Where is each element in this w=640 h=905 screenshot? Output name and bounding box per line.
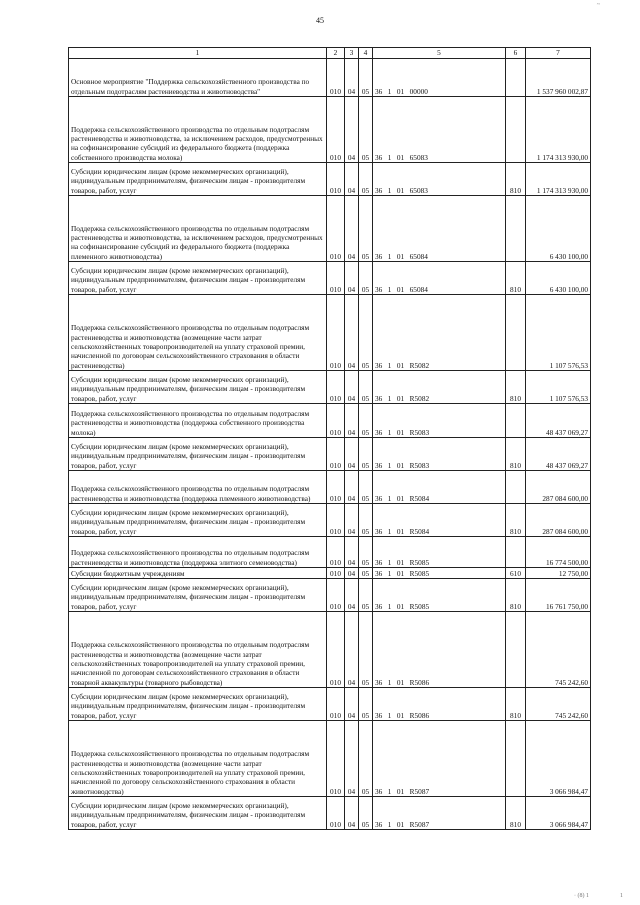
table-row [69, 504, 591, 537]
table-row [69, 438, 591, 471]
row-ministry-code: 010 [327, 163, 345, 196]
row-expense-type [506, 404, 526, 438]
row-amount: 3 066 984,47 [526, 797, 591, 830]
row-section-code: 04 [345, 504, 359, 537]
table-row [69, 797, 591, 830]
row-subsection-code: 05 [359, 579, 373, 612]
row-section-code: 04 [345, 295, 359, 371]
row-target-article: 36 1 01 65084 [373, 262, 506, 295]
row-amount: 1 107 576,53 [526, 371, 591, 404]
row-section-code: 04 [345, 537, 359, 568]
row-target-article: 36 1 01 R5084 [373, 504, 506, 537]
row-ministry-code: 010 [327, 471, 345, 504]
row-section-code: 04 [345, 721, 359, 797]
row-expense-type: 810 [506, 688, 526, 721]
row-target-article: 36 1 01 00000 [373, 59, 506, 97]
row-amount: 1 174 313 930,00 [526, 163, 591, 196]
row-subsection-code: 05 [359, 404, 373, 438]
row-description: Субсидии бюджетным учреждениям [69, 568, 327, 579]
table-row [69, 262, 591, 295]
row-amount: 6 430 100,00 [526, 262, 591, 295]
table-row [69, 612, 591, 688]
row-amount: 287 084 600,00 [526, 504, 591, 537]
row-ministry-code: 010 [327, 196, 345, 262]
row-target-article: 36 1 01 R5082 [373, 371, 506, 404]
row-target-article: 36 1 01 R5086 [373, 688, 506, 721]
row-section-code: 04 [345, 438, 359, 471]
row-section-code: 04 [345, 59, 359, 97]
row-section-code: 04 [345, 579, 359, 612]
corner-mark-bottom-right: 1 [620, 893, 623, 899]
row-expense-type: 810 [506, 504, 526, 537]
row-ministry-code: 010 [327, 721, 345, 797]
row-ministry-code: 010 [327, 404, 345, 438]
row-expense-type [506, 721, 526, 797]
row-amount: 3 066 984,47 [526, 721, 591, 797]
table-row [69, 721, 591, 797]
row-expense-type [506, 97, 526, 163]
row-description: Субсидии юридическим лицам (кроме некоммерческих организаций), индивидуальным предпринимателям, физическим лицам - производителям товаров, работ, услуг [69, 797, 327, 830]
row-target-article: 36 1 01 R5082 [373, 295, 506, 371]
row-expense-type: 810 [506, 797, 526, 830]
row-description: Основное мероприятие "Поддержка сельскохозяйственного производства по отдельным подотраслям растениеводства и животноводства" [69, 59, 327, 97]
row-expense-type [506, 471, 526, 504]
row-description: Поддержка сельскохозяйственного производства по отдельным подотраслям растениеводства и животноводства (возмещение части затрат сельскохозяйственных товаропроизводителей на уплату страховой премии, начисленной по договору сельскохозяйственного страхования в области животноводства) [69, 721, 327, 797]
row-expense-type: 810 [506, 579, 526, 612]
row-ministry-code: 010 [327, 59, 345, 97]
budget-table [68, 47, 591, 830]
header-col-1: 1 [69, 48, 327, 59]
row-subsection-code: 05 [359, 568, 373, 579]
row-ministry-code: 010 [327, 688, 345, 721]
row-description: Субсидии юридическим лицам (кроме некоммерческих организаций), индивидуальным предпринимателям, физическим лицам - производителям товаров, работ, услуг [69, 438, 327, 471]
row-subsection-code: 05 [359, 612, 373, 688]
table-row [69, 163, 591, 196]
header-col-7: 7 [526, 48, 591, 59]
table-row [69, 371, 591, 404]
row-expense-type: 810 [506, 163, 526, 196]
row-ministry-code: 010 [327, 295, 345, 371]
row-amount: 16 761 750,00 [526, 579, 591, 612]
row-target-article: 36 1 01 R5085 [373, 568, 506, 579]
row-target-article: 36 1 01 R5085 [373, 579, 506, 612]
header-col-2: 2 [327, 48, 345, 59]
table-row [69, 196, 591, 262]
row-subsection-code: 05 [359, 163, 373, 196]
row-amount: 1 107 576,53 [526, 295, 591, 371]
table-row [69, 579, 591, 612]
row-subsection-code: 05 [359, 537, 373, 568]
row-ministry-code: 010 [327, 262, 345, 295]
row-expense-type: 610 [506, 568, 526, 579]
row-expense-type [506, 59, 526, 97]
row-subsection-code: 05 [359, 97, 373, 163]
row-subsection-code: 05 [359, 721, 373, 797]
row-target-article: 36 1 01 R5087 [373, 721, 506, 797]
row-amount: 12 750,00 [526, 568, 591, 579]
row-subsection-code: 05 [359, 438, 373, 471]
table-row [69, 471, 591, 504]
row-expense-type: 810 [506, 262, 526, 295]
row-target-article: 36 1 01 R5087 [373, 797, 506, 830]
row-section-code: 04 [345, 404, 359, 438]
row-description: Субсидии юридическим лицам (кроме некоммерческих организаций), индивидуальным предпринимателям, физическим лицам - производителям товаров, работ, услуг [69, 688, 327, 721]
row-description: Субсидии юридическим лицам (кроме некоммерческих организаций), индивидуальным предпринимателям, физическим лицам - производителям товаров, работ, услуг [69, 371, 327, 404]
row-expense-type [506, 612, 526, 688]
table-row [69, 97, 591, 163]
row-ministry-code: 010 [327, 438, 345, 471]
row-subsection-code: 05 [359, 688, 373, 721]
row-target-article: 36 1 01 R5083 [373, 438, 506, 471]
row-target-article: 36 1 01 R5086 [373, 612, 506, 688]
row-section-code: 04 [345, 97, 359, 163]
row-ministry-code: 010 [327, 504, 345, 537]
corner-mark-bottom: · (8) 1 [574, 893, 589, 899]
row-description: Поддержка сельскохозяйственного производства по отдельным подотраслям растениеводства и животноводства, за исключением расходов, предусмотренных на софинансирование субсидий из федерального бюджета (поддержка племенного животноводства) [69, 196, 327, 262]
row-amount: 745 242,60 [526, 688, 591, 721]
row-description: Поддержка сельскохозяйственного производства по отдельным подотраслям растениеводства и животноводства (поддержка племенного животноводства) [69, 471, 327, 504]
table-row [69, 295, 591, 371]
row-description: Субсидии юридическим лицам (кроме некоммерческих организаций), индивидуальным предпринимателям, физическим лицам - производителям товаров, работ, услуг [69, 262, 327, 295]
row-description: Поддержка сельскохозяйственного производства по отдельным подотраслям растениеводства и животноводства (возмещение части затрат сельскохозяйственных товаропроизводителей на уплату страховой премии, начисленной по договорам сельскохозяйственного страхования в области товарной аквакультуры (товарного рыбоводства) [69, 612, 327, 688]
row-section-code: 04 [345, 688, 359, 721]
row-ministry-code: 010 [327, 579, 345, 612]
row-subsection-code: 05 [359, 504, 373, 537]
row-section-code: 04 [345, 797, 359, 830]
row-amount: 6 430 100,00 [526, 196, 591, 262]
row-description: Поддержка сельскохозяйственного производства по отдельным подотраслям растениеводства и животноводства (поддержка элитного семеноводства) [69, 537, 327, 568]
row-description: Субсидии юридическим лицам (кроме некоммерческих организаций), индивидуальным предпринимателям, физическим лицам - производителям товаров, работ, услуг [69, 163, 327, 196]
row-amount: 287 084 600,00 [526, 471, 591, 504]
row-section-code: 04 [345, 612, 359, 688]
row-subsection-code: 05 [359, 797, 373, 830]
table-row [69, 537, 591, 568]
row-subsection-code: 05 [359, 295, 373, 371]
row-target-article: 36 1 01 R5083 [373, 404, 506, 438]
row-subsection-code: 05 [359, 371, 373, 404]
row-expense-type [506, 196, 526, 262]
table-row [69, 404, 591, 438]
header-col-6: 6 [506, 48, 526, 59]
table-row [69, 59, 591, 97]
row-subsection-code: 05 [359, 262, 373, 295]
header-col-5: 5 [373, 48, 506, 59]
row-section-code: 04 [345, 568, 359, 579]
row-subsection-code: 05 [359, 196, 373, 262]
row-section-code: 04 [345, 371, 359, 404]
row-ministry-code: 010 [327, 537, 345, 568]
header-col-3: 3 [345, 48, 359, 59]
row-target-article: 36 1 01 65084 [373, 196, 506, 262]
row-description: Субсидии юридическим лицам (кроме некоммерческих организаций), индивидуальным предпринимателям, физическим лицам - производителям товаров, работ, услуг [69, 504, 327, 537]
row-expense-type: 810 [506, 371, 526, 404]
row-section-code: 04 [345, 262, 359, 295]
row-target-article: 36 1 01 R5084 [373, 471, 506, 504]
row-section-code: 04 [345, 196, 359, 262]
row-amount: 745 242,60 [526, 612, 591, 688]
row-ministry-code: 010 [327, 612, 345, 688]
row-amount: 1 174 313 930,00 [526, 97, 591, 163]
row-expense-type: 810 [506, 438, 526, 471]
row-ministry-code: 010 [327, 568, 345, 579]
row-subsection-code: 05 [359, 471, 373, 504]
row-section-code: 04 [345, 471, 359, 504]
row-ministry-code: 010 [327, 97, 345, 163]
row-section-code: 04 [345, 163, 359, 196]
row-amount: 16 774 500,00 [526, 537, 591, 568]
row-subsection-code: 05 [359, 59, 373, 97]
row-ministry-code: 010 [327, 371, 345, 404]
row-target-article: 36 1 01 R5085 [373, 537, 506, 568]
table-row [69, 568, 591, 579]
row-expense-type [506, 295, 526, 371]
row-target-article: 36 1 01 65083 [373, 97, 506, 163]
table-row [69, 688, 591, 721]
row-ministry-code: 010 [327, 797, 345, 830]
corner-mark-top: ~ [596, 2, 600, 8]
page-number: 45 [316, 16, 324, 25]
header-col-4: 4 [359, 48, 373, 59]
row-description: Поддержка сельскохозяйственного производства по отдельным подотраслям растениеводства и животноводства (поддержка собственного производства молока) [69, 404, 327, 438]
table-header-row [69, 48, 591, 59]
row-expense-type [506, 537, 526, 568]
row-description: Поддержка сельскохозяйственного производства по отдельным подотраслям растениеводства и животноводства, за исключением расходов, предусмотренных на софинансирование субсидий из федерального бюджета (поддержка собственного производства молока) [69, 97, 327, 163]
row-amount: 1 537 960 002,87 [526, 59, 591, 97]
row-description: Поддержка сельскохозяйственного производства по отдельным подотраслям растениеводства и животноводства (возмещение части затрат сельскохозяйственных товаропроизводителей на уплату страховой премии, начисленной по договорам сельскохозяйственного страхования в области растениеводства) [69, 295, 327, 371]
row-target-article: 36 1 01 65083 [373, 163, 506, 196]
row-description: Субсидии юридическим лицам (кроме некоммерческих организаций), индивидуальным предпринимателям, физическим лицам - производителям товаров, работ, услуг [69, 579, 327, 612]
row-amount: 48 437 069,27 [526, 404, 591, 438]
row-amount: 48 437 069,27 [526, 438, 591, 471]
